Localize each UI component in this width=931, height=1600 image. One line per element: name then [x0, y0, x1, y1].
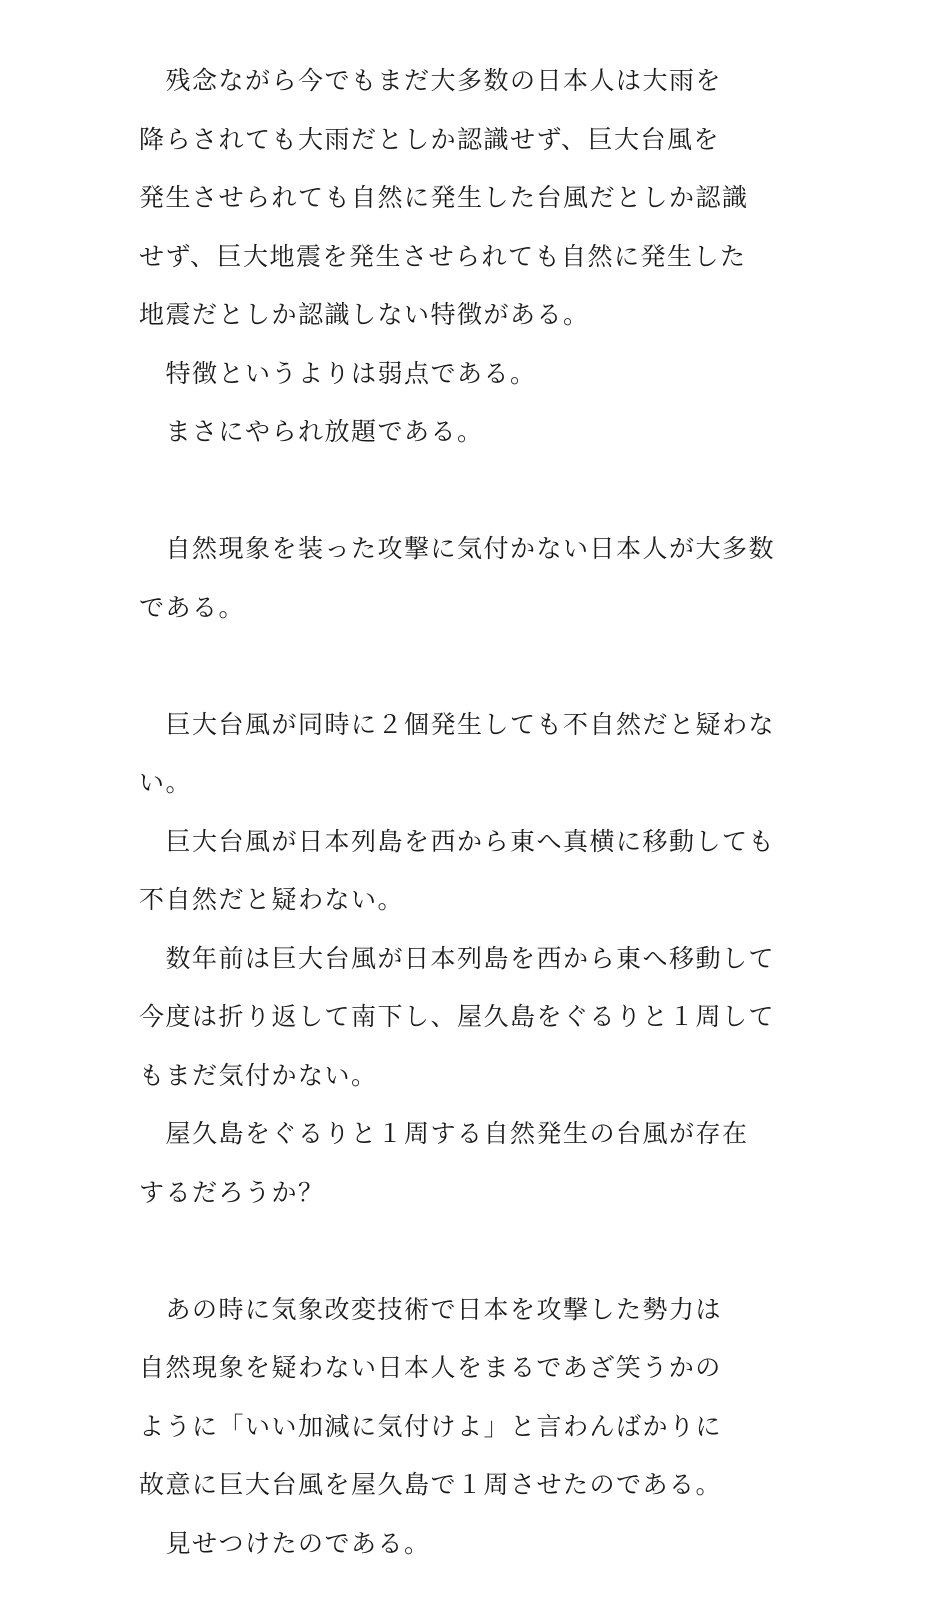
text-line: 今度は折り返して南下し、屋久島をぐるりと１周して — [139, 1002, 776, 1031]
text-line: もまだ気付かない。 — [139, 1060, 378, 1090]
text-line: である。 — [139, 592, 246, 622]
text-line: 不自然だと疑わない。 — [139, 885, 405, 914]
text-line: 見せつけたのである。 — [139, 1528, 431, 1558]
blank-line — [139, 637, 899, 696]
text-line: 自然現象を疑わない日本人をまるであざ笑うかの — [139, 1353, 722, 1382]
text-line: 特徴というよりは弱点である。 — [139, 358, 537, 388]
article-body — [139, 52, 899, 1573]
text-line: 降らされても大雨だとしか認識せず、巨大台風を — [139, 124, 721, 154]
text-line: まさにやられ放題である。 — [139, 417, 484, 446]
text-line: あの時に気象改変技術で日本を攻撃した勢力は — [139, 1294, 723, 1324]
text-line: い。 — [139, 768, 193, 797]
text-line: 巨大台風が日本列島を西から東へ真横に移動しても — [139, 826, 776, 856]
text-line: するだろうか？ — [139, 1177, 325, 1207]
text-line: 巨大台風が同時に２個発生しても不自然だと疑わな — [139, 709, 776, 739]
text-line: ように「いい加減に気付けよ」と言わんばかりに — [139, 1411, 723, 1441]
text-line: 発生させられても自然に発生した台風だとしか認識 — [139, 183, 749, 212]
text-line: 自然現象を装った攻撃に気付かない日本人が大多数 — [139, 534, 776, 563]
text-line: 数年前は巨大台風が日本列島を西から東へ移動して — [139, 943, 776, 973]
text-line: 残念ながら今でもまだ大多数の日本人は大雨を — [139, 66, 723, 95]
blank-line — [139, 462, 899, 521]
text-line: 地震だとしか認識しない特徴がある。 — [139, 300, 590, 329]
text-line: せず、巨大地震を発生させられても自然に発生した — [139, 241, 747, 271]
blank-line — [139, 1222, 899, 1281]
text-line: 故意に巨大台風を屋久島で１周させたのである。 — [139, 1470, 723, 1499]
text-line: 屋久島をぐるりと１周する自然発生の台風が存在 — [139, 1119, 749, 1148]
